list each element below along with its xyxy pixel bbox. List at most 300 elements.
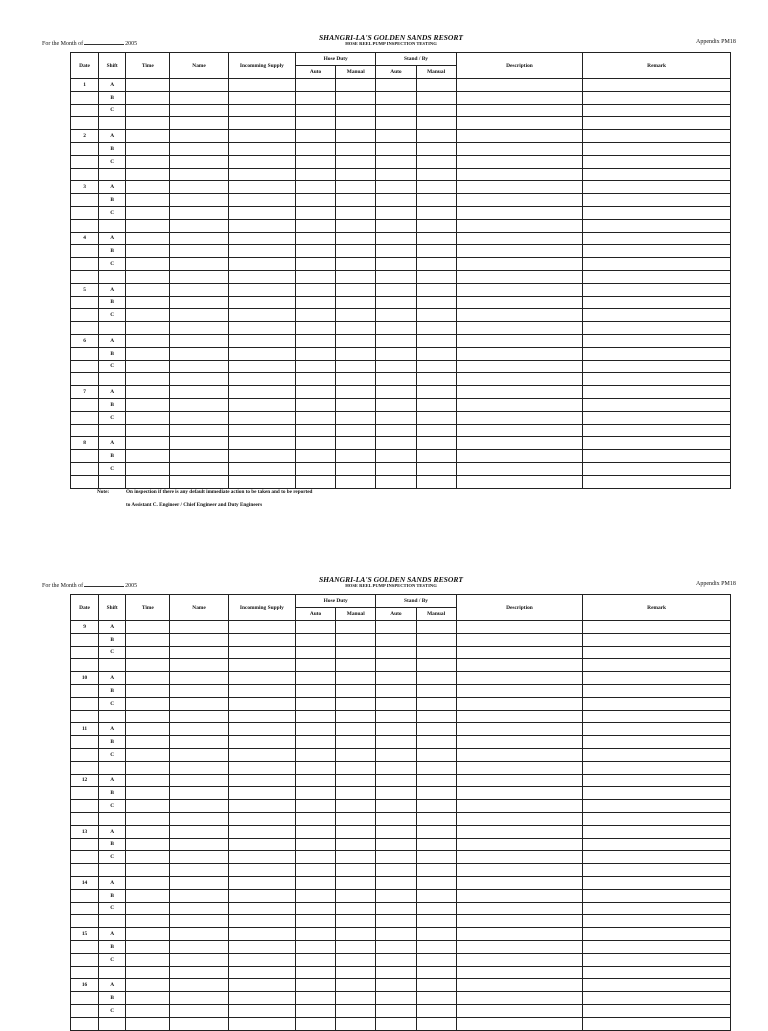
entry-cell[interactable] [336,181,376,194]
entry-cell[interactable] [456,258,583,271]
entry-cell[interactable] [295,633,335,646]
entry-cell[interactable] [376,928,416,941]
entry-cell[interactable] [126,411,170,424]
entry-cell[interactable] [295,424,335,437]
entry-cell[interactable] [416,79,456,92]
entry-cell[interactable] [336,79,376,92]
entry-cell[interactable] [170,334,228,347]
entry-cell[interactable] [170,462,228,475]
entry-cell[interactable] [456,155,583,168]
entry-cell[interactable] [456,245,583,258]
entry-cell[interactable] [295,475,335,488]
entry-cell[interactable] [336,915,376,928]
entry-cell[interactable] [376,659,416,672]
entry-cell[interactable] [295,838,335,851]
entry-cell[interactable] [336,398,376,411]
entry-cell[interactable] [228,373,295,386]
entry-cell[interactable] [416,697,456,710]
entry-cell[interactable] [295,322,335,335]
entry-cell[interactable] [416,270,456,283]
entry-cell[interactable] [416,462,456,475]
entry-cell[interactable] [416,812,456,825]
entry-cell[interactable] [336,902,376,915]
entry-cell[interactable] [336,851,376,864]
entry-cell[interactable] [126,91,170,104]
entry-cell[interactable] [583,992,731,1005]
entry-cell[interactable] [456,283,583,296]
entry-cell[interactable] [228,812,295,825]
entry-cell[interactable] [376,347,416,360]
entry-cell[interactable] [170,621,228,634]
entry-cell[interactable] [295,800,335,813]
entry-cell[interactable] [126,621,170,634]
entry-cell[interactable] [71,800,99,813]
entry-cell[interactable] [126,684,170,697]
entry-cell[interactable] [228,91,295,104]
entry-cell[interactable] [376,283,416,296]
entry-cell[interactable] [336,723,376,736]
entry-cell[interactable] [71,889,99,902]
entry-cell[interactable] [228,104,295,117]
entry-cell[interactable] [126,659,170,672]
entry-cell[interactable] [376,437,416,450]
entry-cell[interactable] [416,915,456,928]
entry-cell[interactable] [583,219,731,232]
entry-cell[interactable] [170,659,228,672]
entry-cell[interactable] [228,710,295,723]
entry-cell[interactable] [456,360,583,373]
entry-cell[interactable] [295,270,335,283]
entry-cell[interactable] [583,347,731,360]
entry-cell[interactable] [416,155,456,168]
entry-cell[interactable] [456,748,583,761]
entry-cell[interactable] [583,91,731,104]
entry-cell[interactable] [126,283,170,296]
entry-cell[interactable] [336,168,376,181]
entry-cell[interactable] [99,966,126,979]
entry-cell[interactable] [416,889,456,902]
entry-cell[interactable] [295,181,335,194]
entry-cell[interactable] [583,928,731,941]
entry-cell[interactable] [71,710,99,723]
entry-cell[interactable] [583,1004,731,1017]
entry-cell[interactable] [126,130,170,143]
entry-cell[interactable] [228,450,295,463]
entry-cell[interactable] [583,838,731,851]
entry-cell[interactable] [456,181,583,194]
entry-cell[interactable] [126,825,170,838]
entry-cell[interactable] [126,697,170,710]
entry-cell[interactable] [170,296,228,309]
entry-cell[interactable] [583,296,731,309]
entry-cell[interactable] [71,142,99,155]
entry-cell[interactable] [376,424,416,437]
entry-cell[interactable] [416,684,456,697]
entry-cell[interactable] [295,79,335,92]
entry-cell[interactable] [295,130,335,143]
entry-cell[interactable] [456,450,583,463]
entry-cell[interactable] [126,450,170,463]
entry-cell[interactable] [126,761,170,774]
entry-cell[interactable] [456,621,583,634]
entry-cell[interactable] [583,966,731,979]
entry-cell[interactable] [376,450,416,463]
entry-cell[interactable] [126,168,170,181]
entry-cell[interactable] [583,697,731,710]
entry-cell[interactable] [71,155,99,168]
entry-cell[interactable] [336,450,376,463]
entry-cell[interactable] [376,736,416,749]
entry-cell[interactable] [170,232,228,245]
entry-cell[interactable] [228,424,295,437]
entry-cell[interactable] [456,646,583,659]
entry-cell[interactable] [456,437,583,450]
entry-cell[interactable] [170,979,228,992]
entry-cell[interactable] [126,79,170,92]
entry-cell[interactable] [170,424,228,437]
entry-cell[interactable] [376,979,416,992]
entry-cell[interactable] [228,915,295,928]
entry-cell[interactable] [295,245,335,258]
entry-cell[interactable] [228,953,295,966]
entry-cell[interactable] [170,347,228,360]
entry-cell[interactable] [583,787,731,800]
entry-cell[interactable] [583,633,731,646]
entry-cell[interactable] [126,309,170,322]
entry-cell[interactable] [416,825,456,838]
entry-cell[interactable] [71,347,99,360]
entry-cell[interactable] [99,864,126,877]
entry-cell[interactable] [583,424,731,437]
entry-cell[interactable] [228,117,295,130]
entry-cell[interactable] [228,889,295,902]
entry-cell[interactable] [228,437,295,450]
entry-cell[interactable] [295,206,335,219]
entry-cell[interactable] [71,398,99,411]
entry-cell[interactable] [170,915,228,928]
entry-cell[interactable] [71,411,99,424]
entry-cell[interactable] [456,864,583,877]
entry-cell[interactable] [295,953,335,966]
entry-cell[interactable] [228,761,295,774]
entry-cell[interactable] [456,940,583,953]
entry-cell[interactable] [416,181,456,194]
entry-cell[interactable] [336,334,376,347]
entry-cell[interactable] [376,194,416,207]
entry-cell[interactable] [456,659,583,672]
entry-cell[interactable] [416,232,456,245]
entry-cell[interactable] [583,283,731,296]
entry-cell[interactable] [583,851,731,864]
entry-cell[interactable] [336,104,376,117]
entry-cell[interactable] [376,697,416,710]
entry-cell[interactable] [336,697,376,710]
entry-cell[interactable] [336,142,376,155]
entry-cell[interactable] [336,424,376,437]
entry-cell[interactable] [126,864,170,877]
entry-cell[interactable] [295,761,335,774]
entry-cell[interactable] [126,437,170,450]
entry-cell[interactable] [376,672,416,685]
entry-cell[interactable] [126,889,170,902]
entry-cell[interactable] [126,646,170,659]
entry-cell[interactable] [416,864,456,877]
entry-cell[interactable] [416,659,456,672]
entry-cell[interactable] [170,697,228,710]
entry-cell[interactable] [170,864,228,877]
entry-cell[interactable] [583,194,731,207]
entry-cell[interactable] [170,774,228,787]
entry-cell[interactable] [336,684,376,697]
entry-cell[interactable] [583,902,731,915]
entry-cell[interactable] [376,155,416,168]
entry-cell[interactable] [376,774,416,787]
entry-cell[interactable] [71,322,99,335]
entry-cell[interactable] [336,736,376,749]
entry-cell[interactable] [228,684,295,697]
entry-cell[interactable] [228,322,295,335]
entry-cell[interactable] [376,825,416,838]
entry-cell[interactable] [295,232,335,245]
entry-cell[interactable] [416,130,456,143]
entry-cell[interactable] [71,953,99,966]
entry-cell[interactable] [583,979,731,992]
entry-cell[interactable] [228,697,295,710]
entry-cell[interactable] [126,1004,170,1017]
entry-cell[interactable] [228,79,295,92]
entry-cell[interactable] [126,206,170,219]
entry-cell[interactable] [71,697,99,710]
entry-cell[interactable] [583,475,731,488]
entry-cell[interactable] [416,373,456,386]
entry-cell[interactable] [456,723,583,736]
entry-cell[interactable] [336,838,376,851]
entry-cell[interactable] [416,245,456,258]
entry-cell[interactable] [126,194,170,207]
entry-cell[interactable] [456,633,583,646]
entry-cell[interactable] [228,928,295,941]
entry-cell[interactable] [126,155,170,168]
entry-cell[interactable] [583,646,731,659]
entry-cell[interactable] [71,838,99,851]
entry-cell[interactable] [416,723,456,736]
entry-cell[interactable] [456,219,583,232]
entry-cell[interactable] [228,838,295,851]
entry-cell[interactable] [583,309,731,322]
entry-cell[interactable] [228,992,295,1005]
entry-cell[interactable] [170,736,228,749]
entry-cell[interactable] [336,800,376,813]
entry-cell[interactable] [170,876,228,889]
entry-cell[interactable] [295,889,335,902]
entry-cell[interactable] [126,992,170,1005]
entry-cell[interactable] [126,723,170,736]
entry-cell[interactable] [456,117,583,130]
entry-cell[interactable] [456,710,583,723]
entry-cell[interactable] [416,940,456,953]
entry-cell[interactable] [416,672,456,685]
entry-cell[interactable] [336,812,376,825]
entry-cell[interactable] [126,322,170,335]
entry-cell[interactable] [170,142,228,155]
entry-cell[interactable] [228,194,295,207]
entry-cell[interactable] [336,232,376,245]
entry-cell[interactable] [170,309,228,322]
entry-cell[interactable] [416,117,456,130]
entry-cell[interactable] [228,130,295,143]
entry-cell[interactable] [456,386,583,399]
entry-cell[interactable] [170,851,228,864]
entry-cell[interactable] [456,475,583,488]
entry-cell[interactable] [583,462,731,475]
entry-cell[interactable] [295,168,335,181]
entry-cell[interactable] [295,219,335,232]
entry-cell[interactable] [376,864,416,877]
entry-cell[interactable] [126,787,170,800]
entry-cell[interactable] [583,411,731,424]
entry-cell[interactable] [126,902,170,915]
entry-cell[interactable] [336,889,376,902]
entry-cell[interactable] [456,979,583,992]
entry-cell[interactable] [228,245,295,258]
entry-cell[interactable] [416,296,456,309]
entry-cell[interactable] [376,646,416,659]
entry-cell[interactable] [376,91,416,104]
entry-cell[interactable] [376,104,416,117]
entry-cell[interactable] [336,953,376,966]
entry-cell[interactable] [416,104,456,117]
entry-cell[interactable] [126,953,170,966]
entry-cell[interactable] [583,206,731,219]
entry-cell[interactable] [228,876,295,889]
entry-cell[interactable] [583,104,731,117]
entry-cell[interactable] [295,194,335,207]
entry-cell[interactable] [170,748,228,761]
entry-cell[interactable] [228,360,295,373]
entry-cell[interactable] [336,411,376,424]
entry-cell[interactable] [99,270,126,283]
entry-cell[interactable] [228,334,295,347]
entry-cell[interactable] [295,155,335,168]
entry-cell[interactable] [583,800,731,813]
entry-cell[interactable] [376,309,416,322]
entry-cell[interactable] [170,91,228,104]
entry-cell[interactable] [295,928,335,941]
entry-cell[interactable] [416,206,456,219]
entry-cell[interactable] [71,296,99,309]
entry-cell[interactable] [170,723,228,736]
entry-cell[interactable] [71,219,99,232]
entry-cell[interactable] [376,79,416,92]
entry-cell[interactable] [126,736,170,749]
entry-cell[interactable] [228,142,295,155]
entry-cell[interactable] [336,194,376,207]
entry-cell[interactable] [71,761,99,774]
entry-cell[interactable] [71,992,99,1005]
entry-cell[interactable] [295,283,335,296]
entry-cell[interactable] [71,812,99,825]
entry-cell[interactable] [170,940,228,953]
entry-cell[interactable] [376,130,416,143]
entry-cell[interactable] [376,838,416,851]
entry-cell[interactable] [583,322,731,335]
entry-cell[interactable] [376,245,416,258]
entry-cell[interactable] [170,360,228,373]
entry-cell[interactable] [456,966,583,979]
entry-cell[interactable] [71,633,99,646]
entry-cell[interactable] [295,309,335,322]
entry-cell[interactable] [126,181,170,194]
entry-cell[interactable] [126,710,170,723]
entry-cell[interactable] [416,322,456,335]
entry-cell[interactable] [336,91,376,104]
entry-cell[interactable] [170,812,228,825]
entry-cell[interactable] [376,940,416,953]
entry-cell[interactable] [416,475,456,488]
entry-cell[interactable] [416,424,456,437]
entry-cell[interactable] [295,774,335,787]
entry-cell[interactable] [416,258,456,271]
entry-cell[interactable] [170,258,228,271]
entry-cell[interactable] [336,296,376,309]
entry-cell[interactable] [456,928,583,941]
entry-cell[interactable] [456,79,583,92]
entry-cell[interactable] [295,979,335,992]
entry-cell[interactable] [456,168,583,181]
entry-cell[interactable] [416,774,456,787]
entry-cell[interactable] [583,774,731,787]
entry-cell[interactable] [99,424,126,437]
entry-cell[interactable] [336,940,376,953]
entry-cell[interactable] [376,851,416,864]
entry-cell[interactable] [456,270,583,283]
entry-cell[interactable] [376,117,416,130]
entry-cell[interactable] [295,437,335,450]
entry-cell[interactable] [416,787,456,800]
entry-cell[interactable] [295,117,335,130]
entry-cell[interactable] [126,851,170,864]
entry-cell[interactable] [228,774,295,787]
entry-cell[interactable] [416,142,456,155]
entry-cell[interactable] [99,219,126,232]
entry-cell[interactable] [295,672,335,685]
entry-cell[interactable] [456,104,583,117]
entry-cell[interactable] [456,672,583,685]
entry-cell[interactable] [170,206,228,219]
entry-cell[interactable] [336,437,376,450]
entry-cell[interactable] [170,672,228,685]
entry-cell[interactable] [336,206,376,219]
entry-cell[interactable] [336,825,376,838]
entry-cell[interactable] [126,966,170,979]
entry-cell[interactable] [71,940,99,953]
entry-cell[interactable] [295,386,335,399]
entry-cell[interactable] [583,168,731,181]
entry-cell[interactable] [295,992,335,1005]
entry-cell[interactable] [228,633,295,646]
entry-cell[interactable] [126,462,170,475]
entry-cell[interactable] [376,386,416,399]
entry-cell[interactable] [583,117,731,130]
entry-cell[interactable] [376,992,416,1005]
entry-cell[interactable] [416,621,456,634]
entry-cell[interactable] [71,424,99,437]
entry-cell[interactable] [170,373,228,386]
entry-cell[interactable] [170,219,228,232]
entry-cell[interactable] [416,748,456,761]
entry-cell[interactable] [416,646,456,659]
entry-cell[interactable] [336,322,376,335]
